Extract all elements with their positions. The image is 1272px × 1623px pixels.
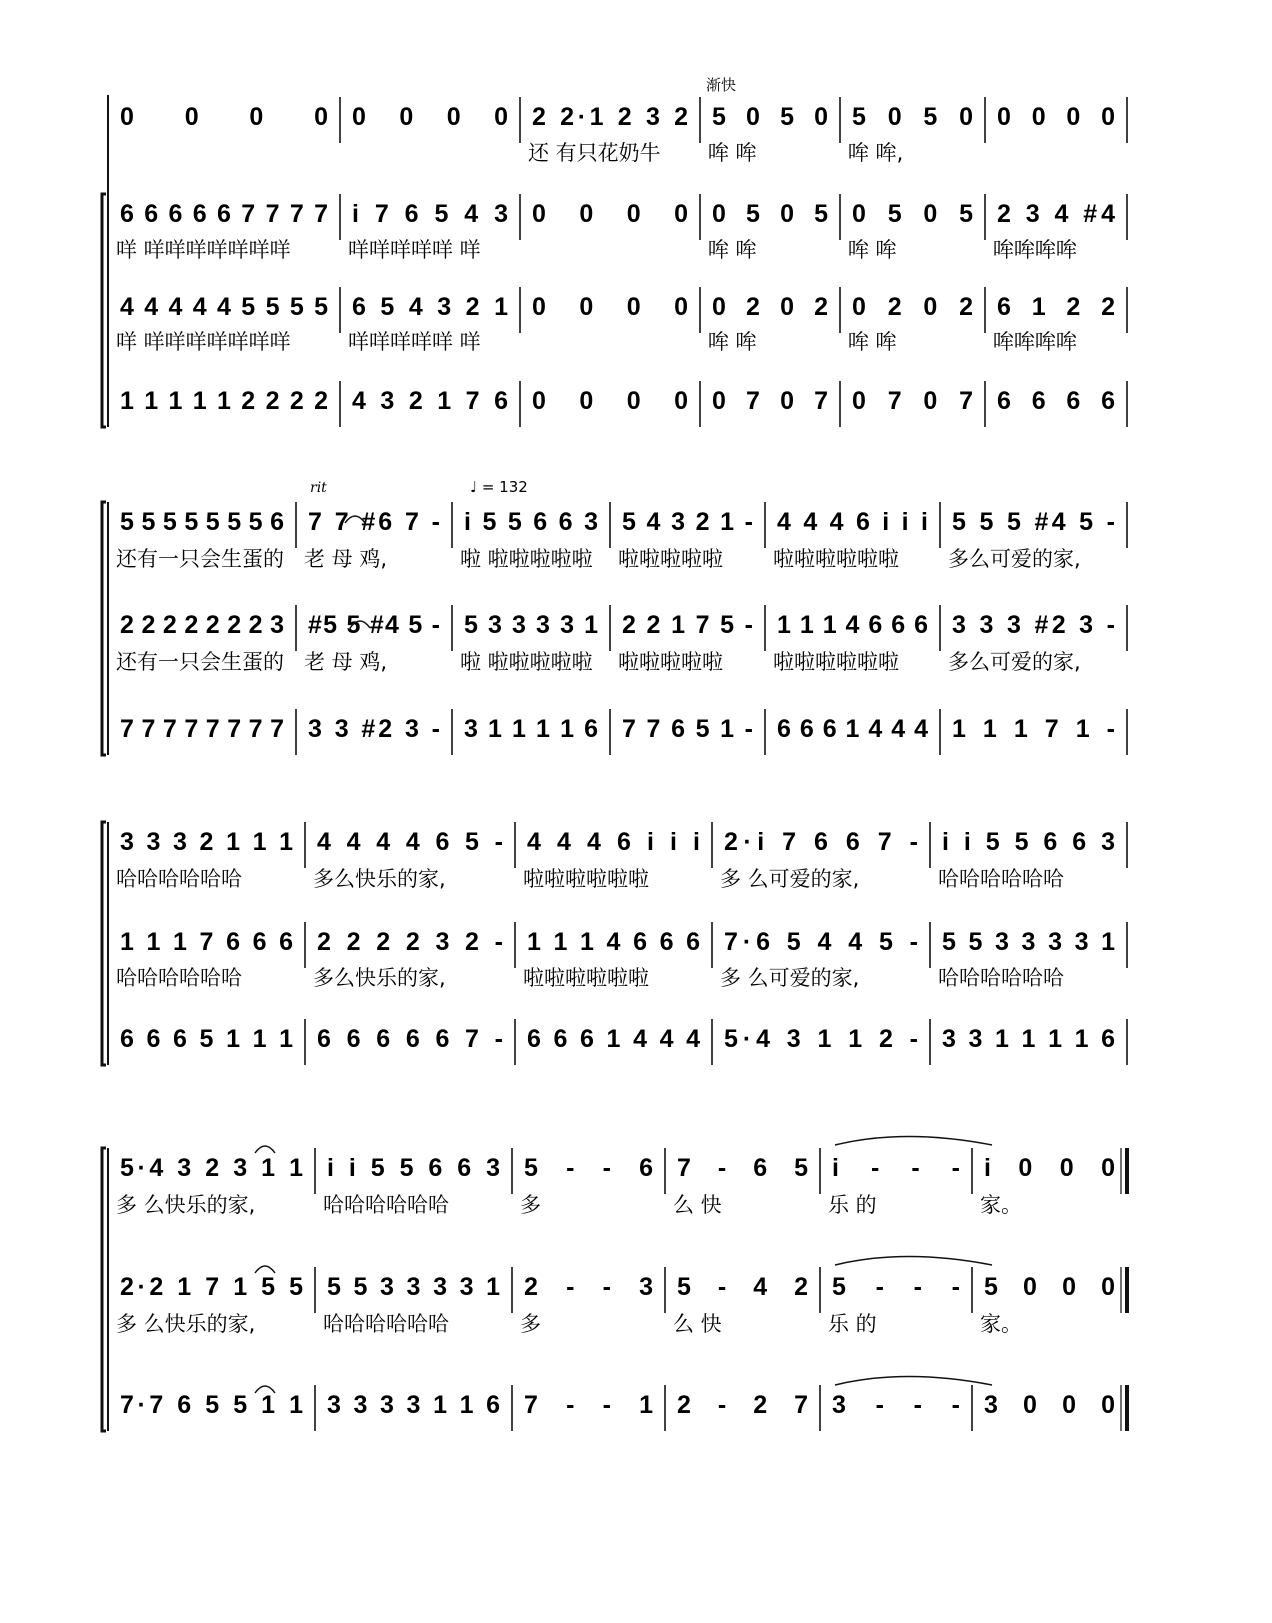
measure-s1-v3-m2: 6 5 4 3 2 1 bbox=[352, 293, 508, 321]
lyric-text: 咩 咩咩咩咩咩咩咩 bbox=[116, 330, 291, 354]
measure-s3-v1-m4: 2·i 7 6 6 7 - bbox=[724, 828, 918, 856]
measure-s3-v1-m3: 4 4 4 6 i i i bbox=[527, 828, 700, 856]
lyric-text: 哞哞哞哞 bbox=[993, 238, 1077, 262]
measure-s1-v1-m2: 0 0 0 0 bbox=[352, 103, 508, 131]
lyric-text: 么 快 bbox=[673, 1312, 722, 1336]
lyric-text: 咩咩咩咩咩 咩 bbox=[348, 330, 481, 354]
measure-s3-v3-m2: 6 6 6 6 6 7 - bbox=[317, 1025, 503, 1053]
measure-s1-v4-m2: 4 3 2 1 7 6 bbox=[352, 387, 508, 415]
lyric-text: 哈哈哈哈哈哈 bbox=[938, 966, 1064, 990]
lyric-text: 还有一只会生蛋的 bbox=[116, 650, 284, 674]
measure-s3-v3-m1: 6 6 6 5 1 1 1 bbox=[120, 1025, 293, 1053]
measure-s4-v1-m2: i i 5 5 6 6 3 bbox=[327, 1154, 500, 1182]
measure-s2-v1-m6: 5 5 5 #4 5 - bbox=[952, 508, 1115, 536]
measure-s2-v2-m3: 5 3 3 3 3 1 bbox=[464, 611, 598, 639]
measure-s1-v2-m1: 6 6 6 6 6 7 7 7 7 bbox=[120, 200, 328, 228]
measure-s3-v3-m3: 6 6 6 1 4 4 4 bbox=[527, 1025, 700, 1053]
measure-s1-v1-m4: 5 0 5 0 bbox=[712, 103, 828, 131]
measure-s1-v3-m3: 0 0 0 0 bbox=[532, 293, 688, 321]
measure-s2-v2-m2: #5 5 #4 5 - bbox=[308, 611, 440, 639]
measure-s3-v3-m4: 5·4 3 1 1 2 - bbox=[724, 1025, 918, 1053]
lyric-text: 哈哈哈哈哈哈 bbox=[116, 867, 242, 891]
measure-s4-v3-m3: 7 - - 1 bbox=[524, 1391, 653, 1419]
lyric-text: 哞 哞 bbox=[708, 330, 757, 354]
measure-s1-v4-m6: 6 6 6 6 bbox=[997, 387, 1115, 415]
lyric-text: 哈哈哈哈哈哈 bbox=[323, 1312, 449, 1336]
lyric-text: 多么可爱的家, bbox=[948, 650, 1081, 674]
measure-s1-v2-m2: i 7 6 5 4 3 bbox=[352, 200, 508, 228]
measure-s4-v3-m1: 7·7 6 5 5 1 1 bbox=[120, 1391, 303, 1419]
measure-s3-v1-m1: 3 3 3 2 1 1 1 bbox=[120, 828, 293, 856]
measure-s4-v1-m3: 5 - - 6 bbox=[524, 1154, 653, 1182]
lyric-text: 乐 的 bbox=[828, 1193, 877, 1217]
lyric-text: 还有一只会生蛋的 bbox=[116, 547, 284, 571]
measure-s1-v4-m5: 0 7 0 7 bbox=[852, 387, 973, 415]
measure-s2-v1-m4: 5 4 3 2 1 - bbox=[622, 508, 753, 536]
lyric-text: 多 么快乐的家, bbox=[116, 1312, 256, 1336]
measure-s4-v1-m1: 5·4 3 2 3 1 1 bbox=[120, 1154, 303, 1182]
measure-s4-v2-m3: 2 - - 3 bbox=[524, 1273, 653, 1301]
measure-s2-v3-m6: 1 1 1 7 1 - bbox=[952, 715, 1115, 743]
measure-s2-v3-m2: 3 3 #2 3 - bbox=[308, 715, 440, 743]
measure-s3-v3-m5: 3 3 1 1 1 1 6 bbox=[942, 1025, 1115, 1053]
system-2 bbox=[102, 478, 1127, 755]
lyric-text: 啦 啦啦啦啦啦 bbox=[460, 547, 593, 571]
measure-s1-v4-m4: 0 7 0 7 bbox=[712, 387, 828, 415]
measure-s3-v1-m2: 4 4 4 4 6 5 - bbox=[317, 828, 503, 856]
measure-s1-v1-m3: 2 2·1 2 3 2 bbox=[532, 103, 688, 131]
lyric-text: 么 快 bbox=[673, 1193, 722, 1217]
measure-s1-v3-m4: 0 2 0 2 bbox=[712, 293, 828, 321]
fermata-mark bbox=[255, 1266, 275, 1273]
lyric-text: 家。 bbox=[980, 1193, 1022, 1217]
lyric-text: 啦啦啦啦啦 bbox=[618, 547, 723, 571]
lyric-text: 哈哈哈哈哈哈 bbox=[938, 867, 1064, 891]
measure-s3-v2-m2: 2 2 2 2 3 2 - bbox=[317, 928, 503, 956]
measure-s2-v3-m3: 3 1 1 1 1 6 bbox=[464, 715, 598, 743]
measure-s2-v3-m5: 6 6 6 1 4 4 4 bbox=[777, 715, 928, 743]
lyric-text: 多 么可爱的家, bbox=[720, 867, 860, 891]
lyric-text: 乐 的 bbox=[828, 1312, 877, 1336]
measure-s3-v2-m4: 7·6 5 4 4 5 - bbox=[724, 928, 918, 956]
measure-s3-v2-m1: 1 1 1 7 6 6 6 bbox=[120, 928, 293, 956]
tie-mark bbox=[835, 1257, 992, 1266]
lyric-text: 多么快乐的家, bbox=[313, 966, 446, 990]
tie-mark bbox=[835, 1137, 992, 1146]
lyric-text: 啦啦啦啦啦啦 bbox=[523, 867, 649, 891]
lyric-text: 老 母 鸡, bbox=[304, 650, 388, 674]
measure-s1-v1-m5: 5 0 5 0 bbox=[852, 103, 973, 131]
fermata-mark bbox=[255, 1146, 275, 1153]
choir-bracket bbox=[102, 502, 106, 755]
lyric-text: 多 么可爱的家, bbox=[720, 966, 860, 990]
lyric-text: 啦啦啦啦啦啦 bbox=[773, 547, 899, 571]
lyric-text: 多 bbox=[520, 1193, 541, 1217]
choir-bracket bbox=[102, 194, 106, 427]
measure-s2-v1-m3: i 5 5 6 6 3 bbox=[464, 508, 598, 536]
lyric-text: 多么快乐的家, bbox=[313, 867, 446, 891]
lyric-text: 啦啦啦啦啦啦 bbox=[773, 650, 899, 674]
measure-s2-v3-m4: 7 7 6 5 1 - bbox=[622, 715, 753, 743]
lyric-text: 咩咩咩咩咩 咩 bbox=[348, 238, 481, 262]
measure-s3-v1-m5: i i 5 5 6 6 3 bbox=[942, 828, 1115, 856]
measure-s1-v1-m1: 0 0 0 0 bbox=[120, 103, 328, 131]
measure-s1-v4-m1: 1 1 1 1 1 2 2 2 2 bbox=[120, 387, 328, 415]
measure-s1-v2-m3: 0 0 0 0 bbox=[532, 200, 688, 228]
measure-s2-v1-m1: 5 5 5 5 5 5 5 6 bbox=[120, 508, 284, 536]
lyric-text: 多么可爱的家, bbox=[948, 547, 1081, 571]
measure-s4-v2-m6: 5 0 0 0 bbox=[984, 1273, 1115, 1301]
lyric-text: 啦 啦啦啦啦啦 bbox=[460, 650, 593, 674]
system-1 bbox=[102, 76, 1127, 427]
lyric-text: 多 bbox=[520, 1312, 541, 1336]
measure-s4-v3-m2: 3 3 3 3 1 1 6 bbox=[327, 1391, 500, 1419]
tie-mark bbox=[835, 1377, 992, 1386]
ritardando-mark: rit bbox=[310, 480, 327, 496]
measure-s1-v3-m6: 6 1 2 2 bbox=[997, 293, 1115, 321]
lyric-text: 哞 哞 bbox=[848, 330, 897, 354]
measure-s1-v2-m4: 0 5 0 5 bbox=[712, 200, 828, 228]
measure-s4-v2-m5: 5 - - - bbox=[832, 1273, 960, 1301]
measure-s2-v2-m1: 2 2 2 2 2 2 2 3 bbox=[120, 611, 284, 639]
lyric-text: 哞 哞 bbox=[708, 238, 757, 262]
measure-s4-v2-m1: 2·2 1 7 1 5 5 bbox=[120, 1273, 303, 1301]
lyric-text: 哈哈哈哈哈哈 bbox=[323, 1193, 449, 1217]
measure-s4-v1-m6: i 0 0 0 bbox=[984, 1154, 1115, 1182]
lyric-text: 老 母 鸡, bbox=[304, 547, 388, 571]
measure-s1-v2-m6: 2 3 4 #4 bbox=[997, 200, 1115, 228]
measure-s4-v3-m5: 3 - - - bbox=[832, 1391, 960, 1419]
lyric-text: 多 么快乐的家, bbox=[116, 1193, 256, 1217]
tempo-mark: ♩ = 132 bbox=[470, 478, 528, 496]
lyric-text: 哈哈哈哈哈哈 bbox=[116, 966, 242, 990]
lyric-text: 咩 咩咩咩咩咩咩咩 bbox=[116, 238, 291, 262]
measure-s4-v1-m5: i - - - bbox=[832, 1154, 960, 1182]
measure-s1-v3-m1: 4 4 4 4 4 5 5 5 5 bbox=[120, 293, 328, 321]
measure-s2-v1-m5: 4 4 4 6 i i i bbox=[777, 508, 928, 536]
choir-bracket bbox=[102, 1148, 106, 1431]
lyric-text: 哞哞哞哞 bbox=[993, 330, 1077, 354]
measure-s1-v2-m5: 0 5 0 5 bbox=[852, 200, 973, 228]
lyric-text: 家。 bbox=[980, 1312, 1022, 1336]
system-4 bbox=[102, 1148, 1127, 1431]
measure-s2-v2-m6: 3 3 3 #2 3 - bbox=[952, 611, 1115, 639]
lyric-text: 哞 哞 bbox=[848, 238, 897, 262]
measure-s2-v2-m4: 2 2 1 7 5 - bbox=[622, 611, 753, 639]
measure-s1-v3-m5: 0 2 0 2 bbox=[852, 293, 973, 321]
measure-s4-v1-m4: 7 - 6 5 bbox=[677, 1154, 808, 1182]
lyric-text: 啦啦啦啦啦啦 bbox=[523, 966, 649, 990]
measure-s2-v1-m2: 7 7 #6 7 - bbox=[308, 508, 440, 536]
lyric-text: 哞 哞, bbox=[848, 141, 904, 165]
measure-s4-v3-m6: 3 0 0 0 bbox=[984, 1391, 1115, 1419]
measure-s1-v1-m6: 0 0 0 0 bbox=[997, 103, 1115, 131]
measure-s4-v2-m4: 5 - 4 2 bbox=[677, 1273, 808, 1301]
measure-s2-v3-m1: 7 7 7 7 7 7 7 7 bbox=[120, 715, 284, 743]
measure-s2-v2-m5: 1 1 1 4 6 6 6 bbox=[777, 611, 928, 639]
measure-s3-v2-m3: 1 1 1 4 6 6 6 bbox=[527, 928, 700, 956]
accelerando-mark: 渐快 bbox=[706, 76, 737, 94]
system-3 bbox=[102, 822, 1127, 1065]
measure-s4-v2-m2: 5 5 3 3 3 3 1 bbox=[327, 1273, 500, 1301]
measure-s4-v3-m4: 2 - 2 7 bbox=[677, 1391, 808, 1419]
lyric-text: 还 有只花奶牛 bbox=[528, 141, 661, 165]
lyric-text: 哞 哞 bbox=[708, 141, 757, 165]
lyric-text: 啦啦啦啦啦 bbox=[618, 650, 723, 674]
choir-bracket bbox=[102, 822, 106, 1065]
measure-s3-v2-m5: 5 5 3 3 3 3 1 bbox=[942, 928, 1115, 956]
measure-s1-v4-m3: 0 0 0 0 bbox=[532, 387, 688, 415]
